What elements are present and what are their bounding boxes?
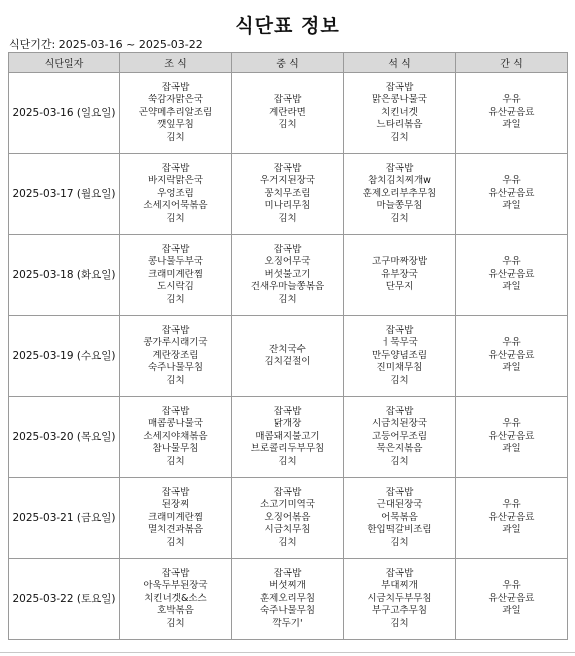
menu-item: 부구고추무침 — [371, 605, 428, 617]
menu-item: 깻잎무침 — [157, 119, 194, 131]
breakfast-cell — [120, 235, 232, 316]
snack-cell — [456, 316, 568, 397]
menu-item: 미나리무침 — [264, 200, 311, 212]
menu-item: 우유 — [502, 337, 521, 349]
menu-item: 근대된장국 — [376, 499, 423, 511]
menu-item: 매콤콩나물국 — [147, 418, 204, 430]
menu-item: 어묵볶음 — [381, 511, 418, 523]
menu-item: 잡곡밥 — [161, 162, 190, 174]
dinner-cell — [344, 559, 456, 640]
menu-item: 김치 — [166, 374, 185, 386]
menu-item: 김치 — [166, 293, 185, 305]
menu-item: 도시락김 — [157, 281, 194, 293]
menu-item: 잡곡밥 — [273, 486, 302, 498]
header-dinner: 석 식 — [344, 53, 456, 73]
menu-item: 소세지어묵볶음 — [143, 200, 208, 212]
menu-item: 시금치무침 — [264, 524, 311, 536]
menu-item: 김치 — [390, 374, 409, 386]
menu-item: 훈제오리부추무침 — [362, 187, 437, 199]
menu-item: 브로콜리두부무침 — [250, 443, 325, 455]
meal-table-body — [9, 73, 568, 640]
menu-item: 김치 — [278, 536, 297, 548]
menu-item: 시금치된장국 — [371, 418, 428, 430]
menu-item: 버섯찌개 — [269, 580, 306, 592]
lunch-cell — [232, 559, 344, 640]
menu-item: 곤약메추리알조림 — [138, 106, 213, 118]
menu-item: 우유 — [502, 499, 521, 511]
menu-item: 소세지야채볶음 — [143, 430, 208, 442]
header-breakfast: 조 식 — [120, 53, 232, 73]
breakfast-cell — [120, 73, 232, 154]
menu-item: 소고기미역국 — [259, 499, 316, 511]
menu-item: 호박볶음 — [157, 605, 194, 617]
menu-item: 김치 — [278, 212, 297, 224]
breakfast-cell — [120, 559, 232, 640]
menu-item: 고구마짜장밥 — [371, 256, 428, 268]
menu-item: 깍두기' — [272, 617, 303, 629]
snack-cell — [456, 235, 568, 316]
bottom-divider — [0, 652, 575, 653]
lunch-cell — [232, 154, 344, 235]
meal-period-label: 식단기간: 2025-03-16 ~ 2025-03-22 — [9, 38, 203, 51]
menu-item: 참치김치찌개w — [368, 175, 431, 187]
snack-cell — [456, 154, 568, 235]
menu-item: 과일 — [502, 524, 521, 536]
menu-item: 닭개장 — [273, 418, 302, 430]
table-row — [9, 478, 568, 559]
menu-item: ㅓ묵무국 — [381, 337, 418, 349]
dinner-cell — [344, 154, 456, 235]
menu-item: 잡곡밥 — [161, 324, 190, 336]
menu-item: 시금치두부무침 — [367, 592, 432, 604]
menu-item: 잡곡밥 — [385, 324, 414, 336]
menu-item: 유산균음료 — [488, 592, 535, 604]
menu-item: 김치 — [166, 131, 185, 143]
menu-item: 느타리볶음 — [376, 119, 423, 131]
table-row — [9, 235, 568, 316]
menu-item: 우유 — [502, 256, 521, 268]
breakfast-cell — [120, 154, 232, 235]
date-cell: 2025-03-16 (일요일) — [9, 73, 120, 154]
menu-item: 콩나물두부국 — [147, 256, 204, 268]
table-row — [9, 559, 568, 640]
menu-item: 과일 — [502, 605, 521, 617]
menu-item: 치킨너겟&소스 — [144, 592, 207, 604]
dinner-cell — [344, 73, 456, 154]
menu-item: 계란장조림 — [152, 349, 199, 361]
menu-item: 고등어무조림 — [371, 430, 428, 442]
menu-item: 콩가루시래기국 — [143, 337, 208, 349]
menu-item: 유산균음료 — [488, 268, 535, 280]
menu-item: 된장찌 — [161, 499, 190, 511]
dinner-cell — [344, 397, 456, 478]
breakfast-cell — [120, 397, 232, 478]
dinner-cell — [344, 316, 456, 397]
menu-item: 유부장국 — [381, 268, 418, 280]
menu-item: 계란라면 — [269, 106, 306, 118]
menu-item: 과일 — [502, 443, 521, 455]
menu-item: 잡곡밥 — [161, 567, 190, 579]
menu-item: 잔치국수 — [269, 343, 306, 355]
menu-item: 유산균음료 — [488, 430, 535, 442]
meal-table — [8, 52, 568, 640]
dinner-cell — [344, 478, 456, 559]
menu-item: 잡곡밥 — [385, 486, 414, 498]
date-cell: 2025-03-18 (화요일) — [9, 235, 120, 316]
menu-item: 꽁치무조림 — [264, 187, 311, 199]
menu-item: 김치 — [390, 455, 409, 467]
menu-item: 매콤돼지불고기 — [255, 430, 320, 442]
menu-item: 우엉조림 — [157, 187, 194, 199]
menu-item: 크래미계란찜 — [147, 268, 204, 280]
menu-item: 김치 — [166, 455, 185, 467]
menu-item: 멸치견과볶음 — [147, 524, 204, 536]
menu-item: 유산균음료 — [488, 511, 535, 523]
header-date: 식단일자 — [9, 53, 120, 73]
menu-item: 잡곡밥 — [385, 567, 414, 579]
menu-item: 바지락맑은국 — [147, 175, 204, 187]
menu-item: 잡곡밥 — [273, 405, 302, 417]
snack-cell — [456, 478, 568, 559]
menu-item: 숙주나물무침 — [259, 605, 316, 617]
table-row — [9, 154, 568, 235]
lunch-cell — [232, 73, 344, 154]
menu-item: 크래미계란찜 — [147, 511, 204, 523]
lunch-cell — [232, 235, 344, 316]
menu-item: 만두양념조림 — [371, 349, 428, 361]
menu-item: 훈제오리무침 — [259, 592, 316, 604]
menu-item: 우유 — [502, 175, 521, 187]
date-cell: 2025-03-22 (토요일) — [9, 559, 120, 640]
menu-item: 오징어볶음 — [264, 511, 311, 523]
lunch-cell — [232, 478, 344, 559]
menu-item: 잡곡밥 — [385, 405, 414, 417]
menu-item: 김치 — [278, 455, 297, 467]
menu-item: 오징어무국 — [264, 256, 311, 268]
menu-item: 단무지 — [385, 281, 414, 293]
menu-item: 건새우마늘쫑볶음 — [250, 281, 325, 293]
menu-item: 김치 — [390, 536, 409, 548]
menu-item: 맑은콩나물국 — [371, 94, 428, 106]
menu-item: 부대찌개 — [381, 580, 418, 592]
lunch-cell — [232, 397, 344, 478]
menu-item: 아욱두부된장국 — [143, 580, 208, 592]
menu-item: 과일 — [502, 362, 521, 374]
menu-item: 과일 — [502, 281, 521, 293]
menu-item: 우거지된장국 — [259, 175, 316, 187]
menu-item: 김치 — [390, 212, 409, 224]
menu-item: 유산균음료 — [488, 349, 535, 361]
date-cell: 2025-03-21 (금요일) — [9, 478, 120, 559]
header-snack: 간 식 — [456, 53, 568, 73]
meal-table-header-row — [9, 53, 568, 73]
menu-item: 김치 — [390, 617, 409, 629]
menu-item: 유산균음료 — [488, 187, 535, 199]
menu-item: 우유 — [502, 418, 521, 430]
breakfast-cell — [120, 316, 232, 397]
header-lunch: 중 식 — [232, 53, 344, 73]
menu-item: 한입떡갈비조림 — [367, 524, 432, 536]
dinner-cell — [344, 235, 456, 316]
menu-item: 잡곡밥 — [161, 81, 190, 93]
menu-item: 잡곡밥 — [273, 567, 302, 579]
menu-item: 숙주나물무침 — [147, 362, 204, 374]
date-cell: 2025-03-20 (목요일) — [9, 397, 120, 478]
menu-item: 김치겉절이 — [264, 356, 311, 367]
table-row — [9, 73, 568, 154]
menu-item: 김치 — [390, 131, 409, 143]
lunch-cell — [232, 316, 344, 397]
snack-cell — [456, 559, 568, 640]
menu-item: 우유 — [502, 580, 521, 592]
menu-item: 참나물무침 — [152, 443, 199, 455]
menu-item: 잡곡밥 — [161, 243, 190, 255]
table-row — [9, 397, 568, 478]
page-title: 식단표 정보 — [235, 15, 340, 37]
breakfast-cell — [120, 478, 232, 559]
menu-item: 마늘쫑무침 — [376, 200, 423, 212]
menu-item: 잡곡밥 — [273, 162, 302, 174]
menu-item: 진미채무침 — [376, 362, 423, 374]
menu-item: 잡곡밥 — [385, 81, 414, 93]
menu-item: 과일 — [502, 119, 521, 131]
snack-cell — [456, 73, 568, 154]
date-cell: 2025-03-19 (수요일) — [9, 316, 120, 397]
menu-item: 잡곡밥 — [273, 94, 302, 106]
menu-item: 버섯불고기 — [264, 268, 311, 280]
menu-item: 잡곡밥 — [385, 162, 414, 174]
menu-item: 과일 — [502, 200, 521, 212]
menu-item: 유산균음료 — [488, 106, 535, 118]
menu-item: 잡곡밥 — [273, 243, 302, 255]
menu-item: 김치 — [278, 119, 297, 131]
menu-item: 치킨너겟 — [381, 106, 418, 118]
menu-item: 김치 — [278, 293, 297, 305]
menu-item: 김치 — [166, 212, 185, 224]
menu-item: 김치 — [166, 617, 185, 629]
menu-item: 우유 — [502, 94, 521, 106]
menu-item: 묵은지볶음 — [376, 443, 423, 455]
menu-item: 잡곡밥 — [161, 486, 190, 498]
snack-cell — [456, 397, 568, 478]
menu-item: 쑥감자맑은국 — [147, 94, 204, 106]
table-row — [9, 316, 568, 397]
menu-item: 잡곡밥 — [161, 405, 190, 417]
menu-item: 김치 — [166, 536, 185, 548]
date-cell: 2025-03-17 (월요일) — [9, 154, 120, 235]
